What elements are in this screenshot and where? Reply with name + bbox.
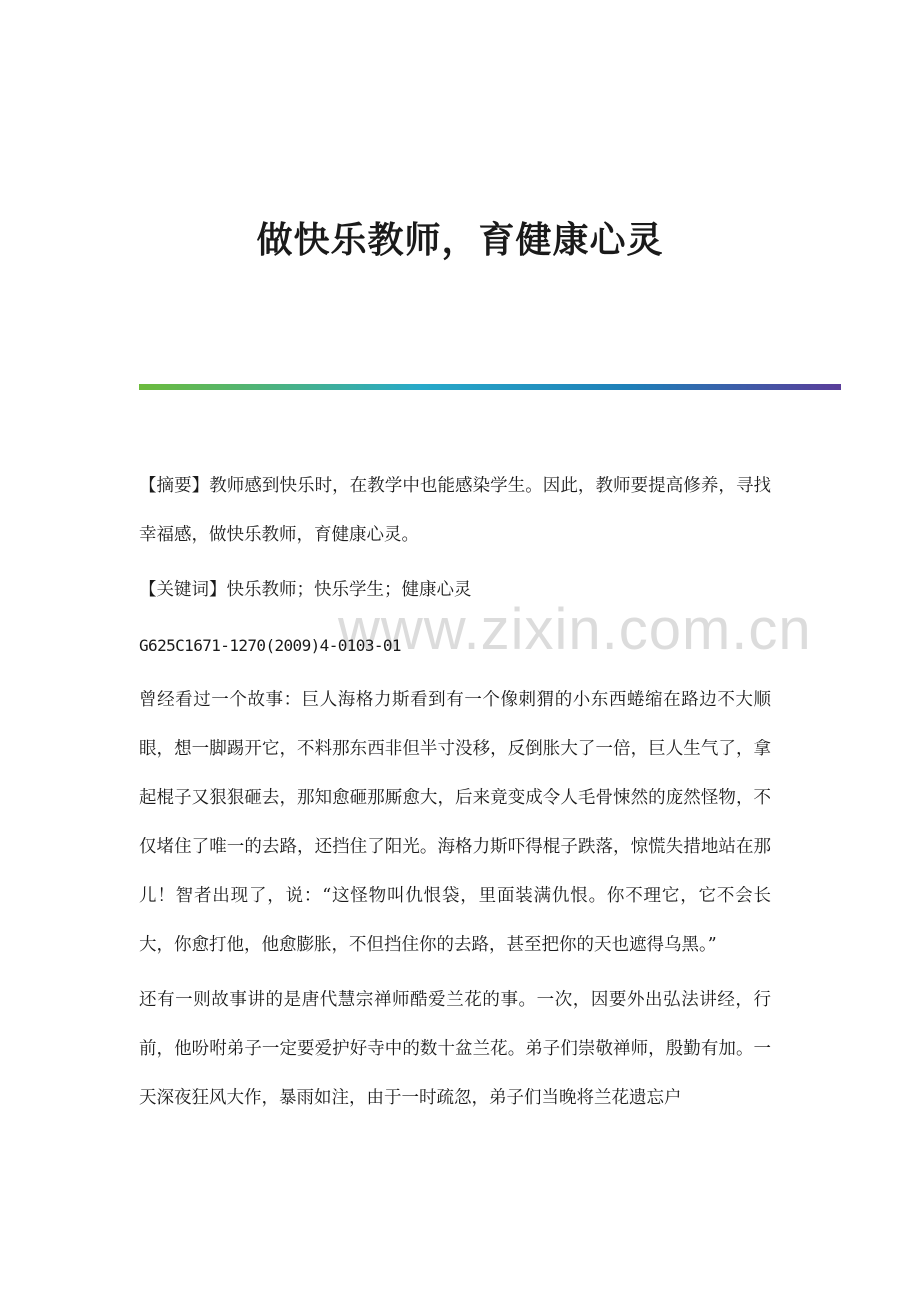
title-divider — [139, 384, 841, 390]
keywords: 【关键词】快乐教师；快乐学生；健康心灵 — [139, 580, 472, 600]
abstract: 【摘要】教师感到快乐时，在教学中也能感染学生。因此，教师要提高修养，寻找幸福感，做快乐教师，育健康心灵。 — [139, 476, 771, 545]
watermark: www.zixin.com.cn — [338, 597, 812, 662]
classification-code: G625C1671-1270(2009)4-0103-01 — [139, 636, 401, 655]
document-body — [139, 462, 771, 1129]
paragraph: 还有一则故事讲的是唐代慧宗禅师酷爱兰花的事。一次，因要外出弘法讲经，行前，他吩咐弟子一定要爱护好寺中的数十盆兰花。弟子们崇敬禅师，殷勤有加。一天深夜狂风大作，暴雨如注，由于一时疏忽，弟子们当晚将兰花遗忘户 — [139, 990, 771, 1108]
paragraph: 曾经看过一个故事：巨人海格力斯看到有一个像刺猬的小东西蜷缩在路边不大顺眼，想一脚踢开它，不料那东西非但半寸没移，反倒胀大了一倍，巨人生气了，拿起棍子又狠狠砸去，那知愈砸那厮愈大，后来竟变成令人毛骨悚然的庞然怪物，不仅堵住了唯一的去路，还挡住了阳光。海格力斯吓得棍子跌落，惊慌失措地站在那儿！智者出现了，说：“这怪物叫仇恨袋，里面装满仇恨。你不理它，它不会长大，你愈打他，他愈膨胀，不但挡住你的去路，甚至把你的天也遮得乌黑。” — [139, 690, 771, 955]
document-title: 做快乐教师，育健康心灵 — [256, 219, 664, 261]
